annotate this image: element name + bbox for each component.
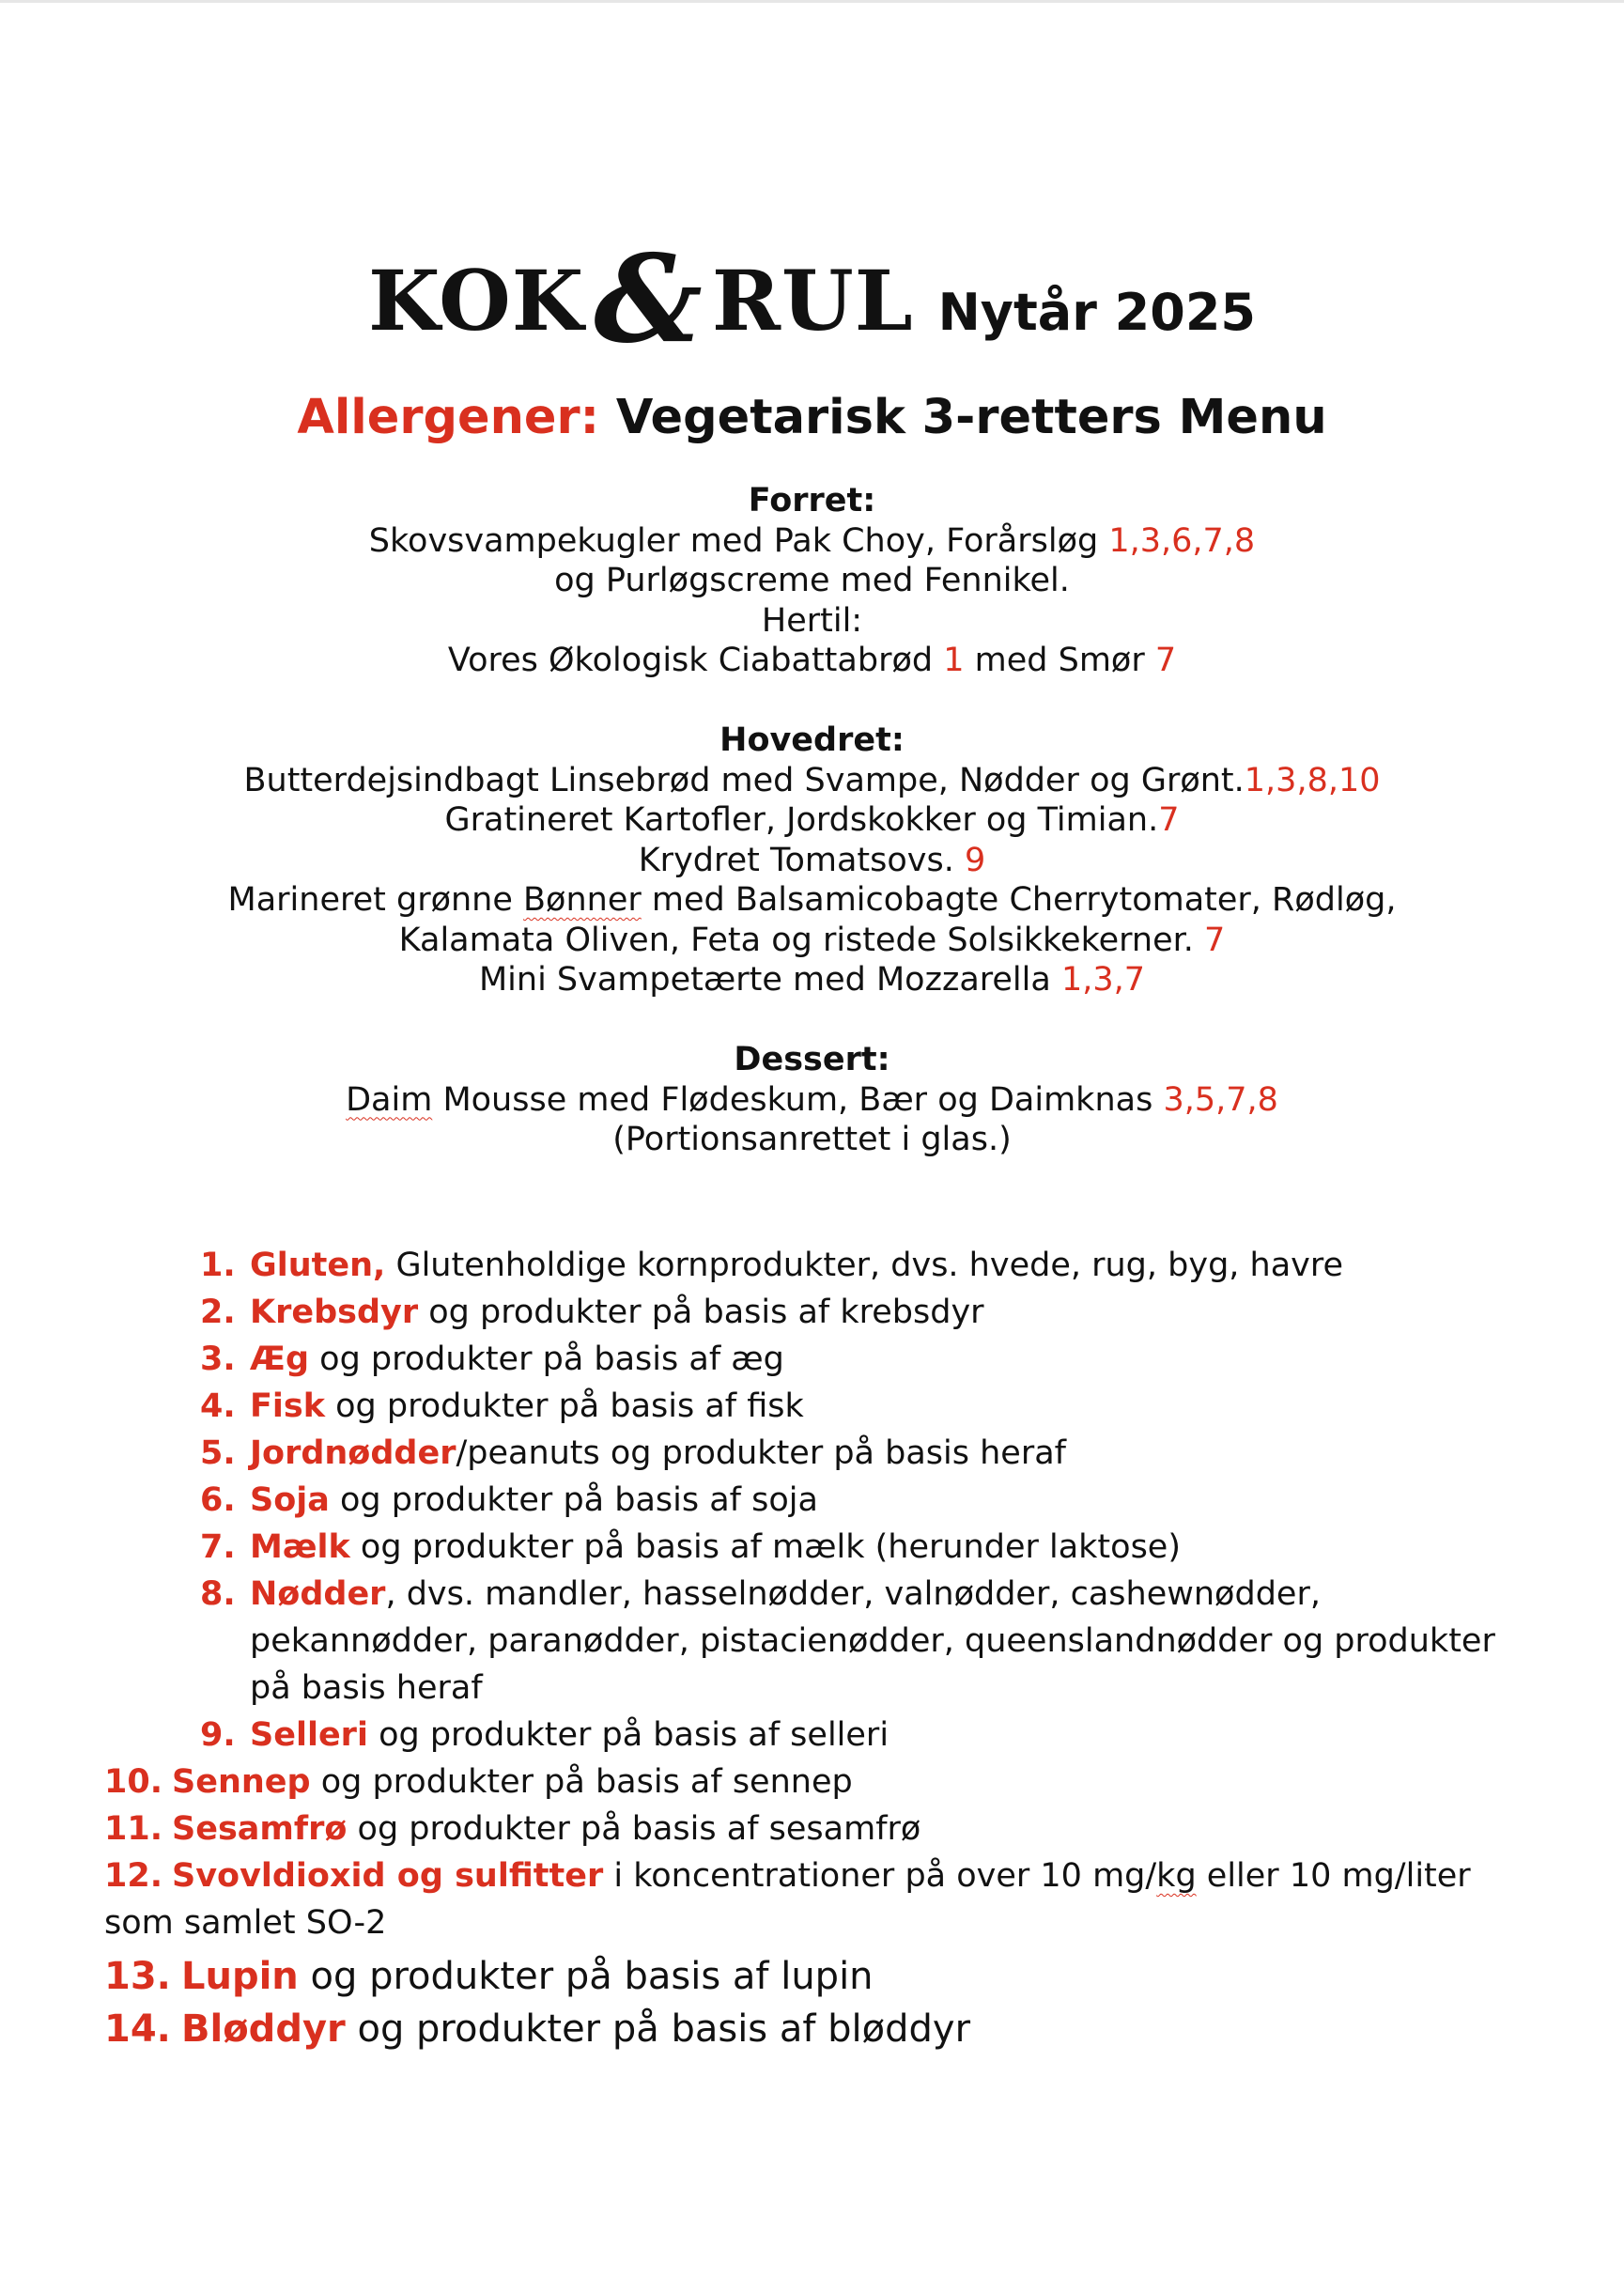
heading-forret: Forret: — [748, 482, 876, 519]
logo-ampersand: & — [594, 229, 703, 370]
list-item: 3. Æg og produkter på basis af æg — [200, 1340, 784, 1378]
logo-kok: KOK — [368, 252, 585, 350]
menu-courses — [0, 481, 1624, 1160]
hovedret-line-1: Butterdejsindbagt Linsebrød med Svampe, Nødder og Grønt.1,3,8,10 — [243, 761, 1381, 799]
allergen-codes: 1 — [943, 642, 965, 679]
forret-line-1: Skovsvampekugler med Pak Choy, Forårsløg 1,3,6,7,8 — [368, 521, 1256, 560]
dessert-line-1: Daim Mousse med Flødeskum, Bær og Daimknas 3,5,7,8 — [346, 1080, 1278, 1119]
forret-line-3: Hertil: — [761, 601, 863, 640]
forret-line-4: Vores Økologisk Ciabattabrød 1 med Smør 7 — [447, 642, 1177, 679]
list-item: 12. Svovldioxid og sulfitter i koncentrationer på over 10 mg/kg eller 10 mg/liter som samlet SO-2 — [104, 1857, 1471, 1942]
hovedret-line-6: Mini Svampetærte med Mozzarella 1,3,7 — [478, 961, 1146, 999]
list-item: 6. Soja og produkter på basis af soja — [200, 1481, 818, 1519]
allergen-codes: 7 — [1204, 921, 1226, 959]
list-item: 4. Fisk og produkter på basis af fisk — [200, 1387, 804, 1425]
list-item: 1. Gluten, Glutenholdige kornprodukter, dvs. hvede, rug, byg, havre — [200, 1247, 1344, 1284]
hovedret-line-3: Krydret Tomatsovs. 9 — [638, 841, 986, 879]
hovedret-line-2: Gratineret Kartofler, Jordskokker og Timian.7 — [444, 801, 1180, 839]
list-item: 13. Lupin og produkter på basis af lupin — [104, 1955, 874, 1998]
allergen-codes: 7 — [1154, 642, 1177, 679]
allergen-codes: 1,3,8,10 — [1244, 761, 1381, 799]
hovedret-line-4: Marineret grønne Bønner med Balsamicobagte Cherrytomater, Rødløg, — [227, 881, 1397, 919]
allergen-codes: 1,3,7 — [1060, 961, 1146, 999]
allergen-list — [104, 1242, 1504, 2055]
page-top-border — [0, 0, 1624, 3]
page-title — [0, 229, 1624, 370]
list-item: 5. Jordnødder/peanuts og produkter på basis heraf — [200, 1434, 1066, 1472]
subtitle-menu-name: Vegetarisk 3-retters Menu — [615, 390, 1327, 445]
title-year: Nytår 2025 — [937, 283, 1256, 343]
list-item: 8. Nødder, dvs. mandler, hasselnødder, valnødder, cashewnødder, pekannødder, paranødder, pistacienødder, queenslandnødder og produkter på basis heraf — [200, 1575, 1495, 1707]
hovedret-line-5: Kalamata Oliven, Feta og ristede Solsikkekerner. 7 — [398, 921, 1226, 959]
allergen-codes: 9 — [964, 841, 986, 879]
allergen-codes: 3,5,7,8 — [1163, 1080, 1278, 1119]
allergen-codes: 1,3,6,7,8 — [1108, 521, 1256, 560]
list-item: 2. Krebsdyr og produkter på basis af krebsdyr — [200, 1294, 984, 1331]
menu-subtitle — [0, 387, 1624, 449]
heading-hovedret: Hovedret: — [719, 721, 905, 759]
dessert-line-2: (Portionsanrettet i glas.) — [612, 1121, 1012, 1158]
list-item: 10. Sennep og produkter på basis af sennep — [104, 1763, 853, 1801]
list-item: 7. Mælk og produkter på basis af mælk (herunder laktose) — [200, 1528, 1181, 1566]
heading-dessert: Dessert: — [734, 1041, 890, 1078]
list-item: 11. Sesamfrø og produkter på basis af sesamfrø — [104, 1810, 921, 1848]
forret-line-2: og Purløgscreme med Fennikel. — [554, 562, 1070, 599]
list-item: 9. Selleri og produkter på basis af selleri — [200, 1716, 889, 1754]
subtitle-allergener: Allergener: — [297, 390, 600, 445]
list-item: 14. Bløddyr og produkter på basis af bløddyr — [104, 2007, 971, 2051]
allergen-codes: 7 — [1158, 801, 1180, 839]
logo-rul: RUL — [711, 252, 914, 350]
